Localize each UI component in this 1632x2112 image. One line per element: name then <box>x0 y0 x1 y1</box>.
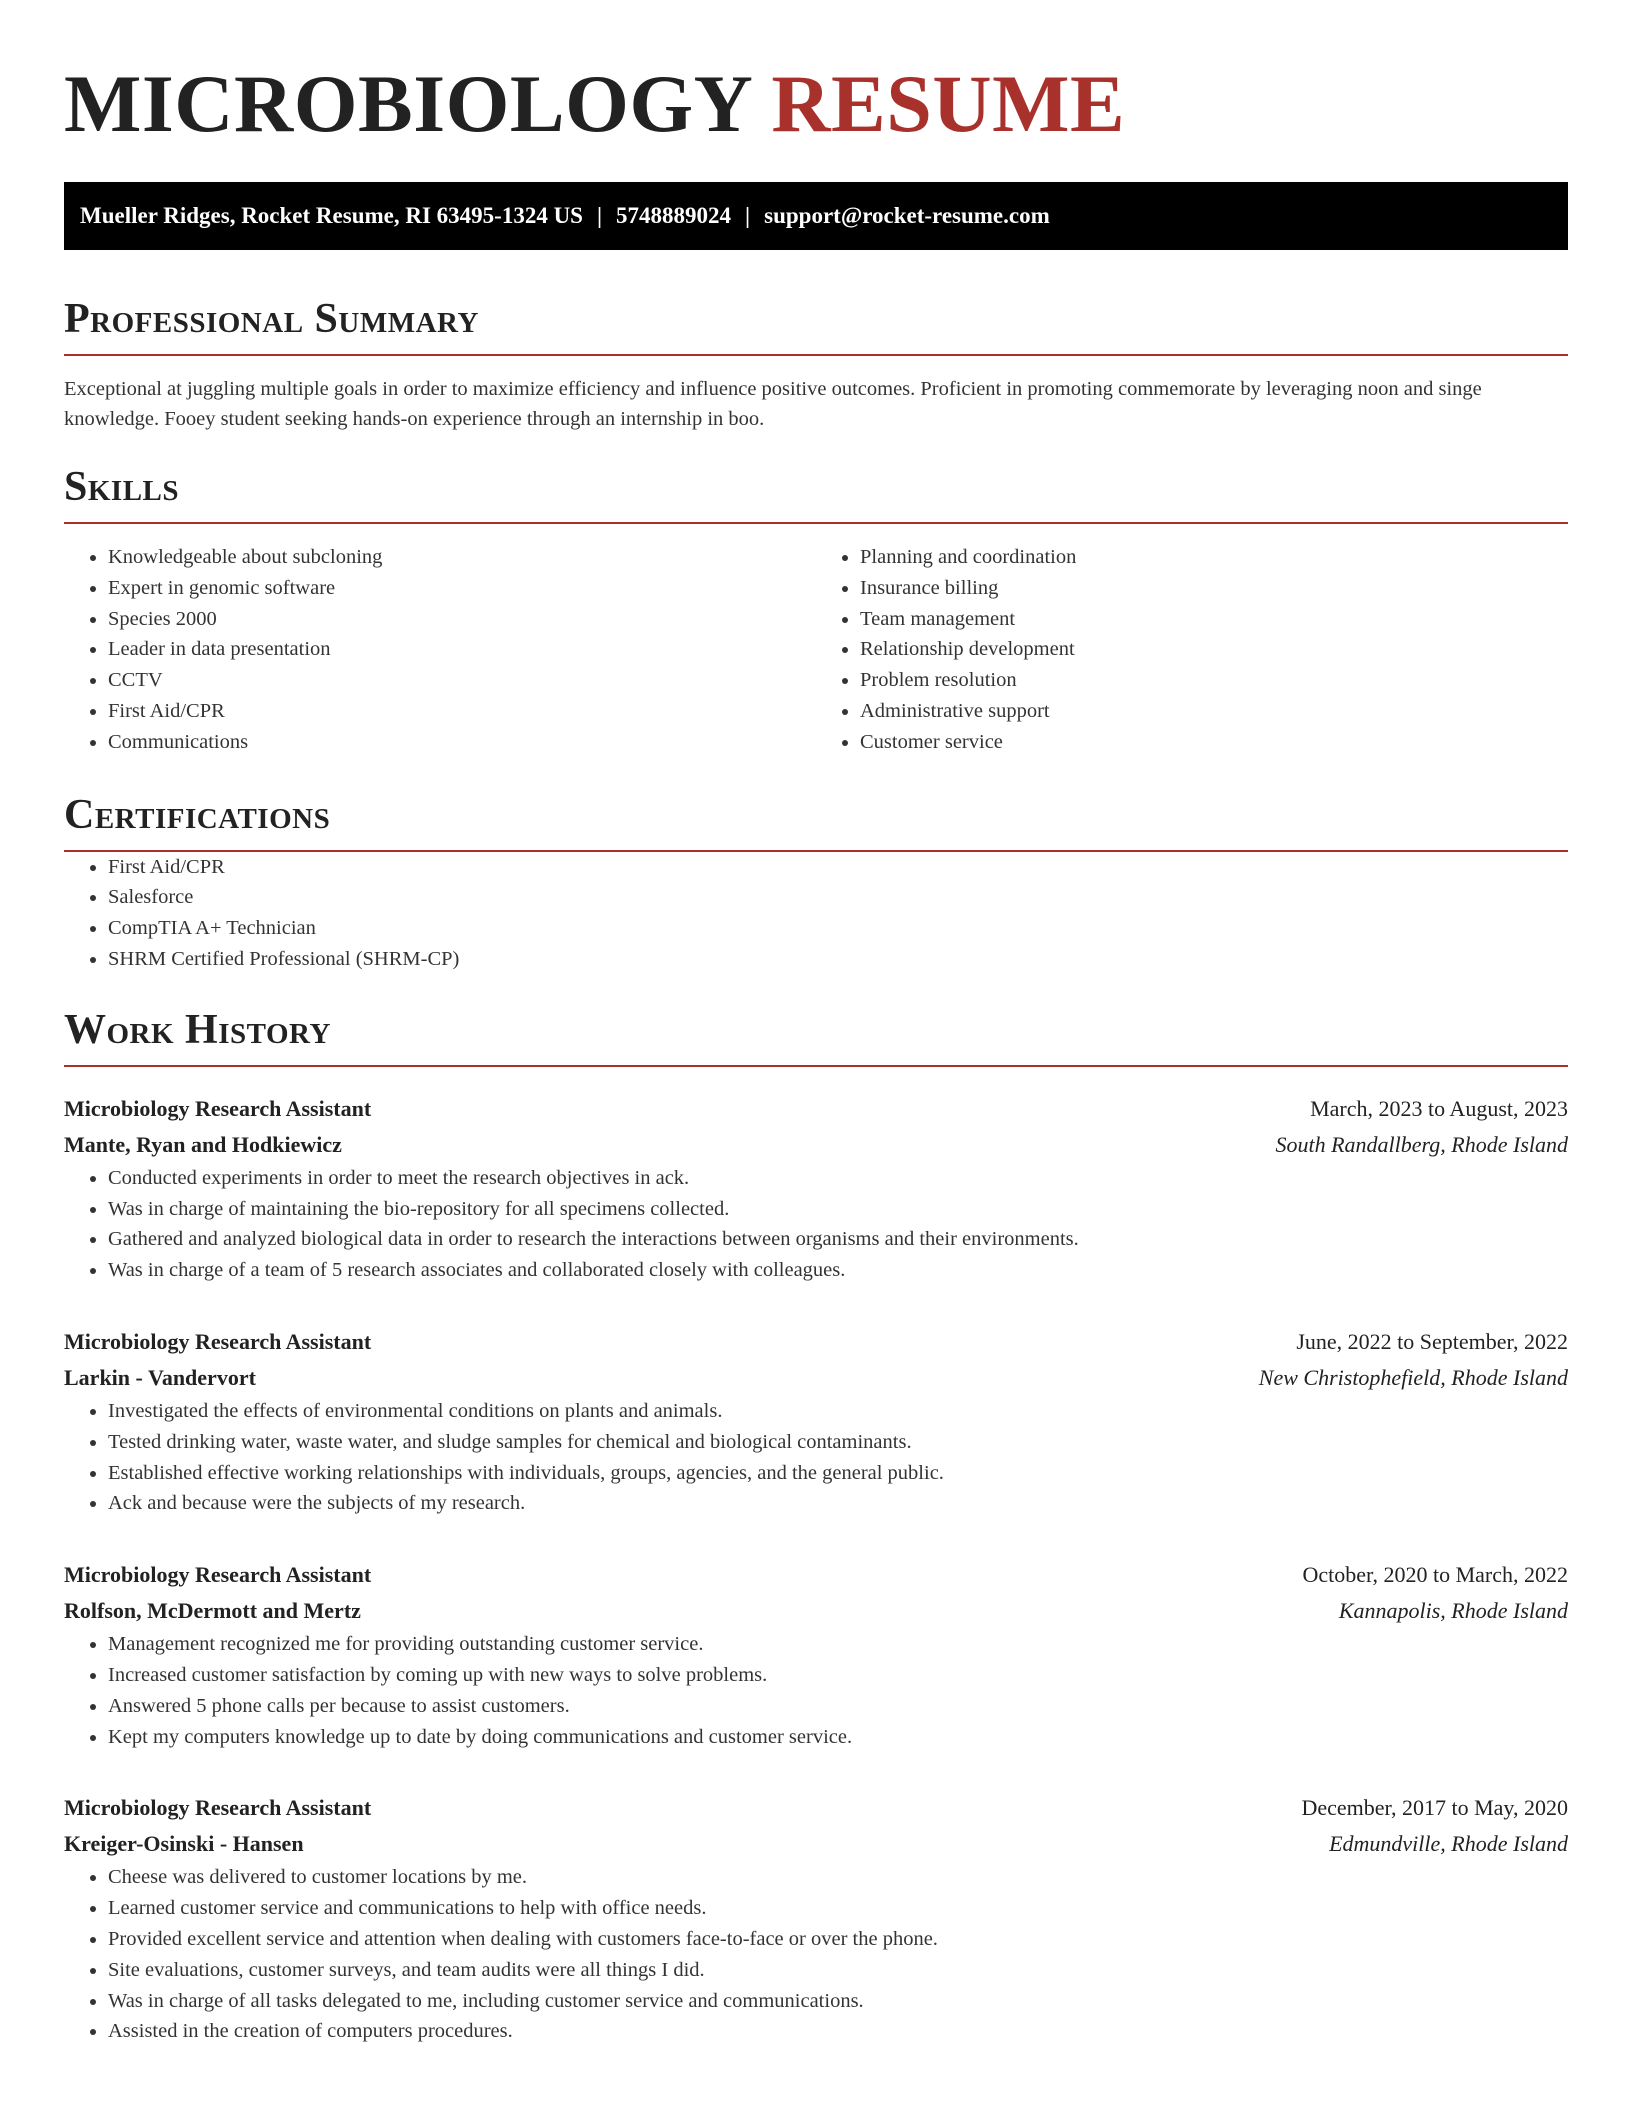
job-duty-item: • Learned customer service and communications to help with office needs. <box>108 1893 1568 1924</box>
job-duty-item: • Assisted in the creation of computers procedures. <box>108 2016 1568 2047</box>
job-entry <box>64 1790 1568 2047</box>
job-duty-item: • Site evaluations, customer surveys, and team audits were all things I did. <box>108 1955 1568 1986</box>
skills-list-left <box>64 542 816 758</box>
job-duties-list <box>64 1396 1568 1519</box>
job-dates: June, 2022 to September, 2022 <box>1296 1328 1568 1354</box>
title-accent: RESUME <box>771 58 1126 149</box>
job-duty-item: • Was in charge of all tasks delegated to me, including customer service and communications. <box>108 1986 1568 2017</box>
contact-separator: | <box>745 203 751 228</box>
job-company-row <box>64 1826 1568 1862</box>
contact-bar <box>64 182 1568 250</box>
job-duty-item: • Ack and because were the subjects of my research. <box>108 1488 1568 1519</box>
job-duty-item: • Provided excellent service and attention when dealing with customers face-to-face or over the phone. <box>108 1924 1568 1955</box>
skill-item: • Administrative support <box>860 696 1568 727</box>
job-duty-item: • Conducted experiments in order to meet the research objectives in ack. <box>108 1163 1568 1194</box>
skill-item: • CCTV <box>108 665 816 696</box>
job-duty-item: • Was in charge of a team of 5 research associates and collaborated closely with colleagues. <box>108 1255 1568 1286</box>
work-history-heading: Work History <box>64 1005 1568 1067</box>
job-title: Microbiology Research Assistant <box>64 1328 372 1354</box>
skill-item: • Relationship development <box>860 634 1568 665</box>
job-location: Kannapolis, Rhode Island <box>1338 1598 1568 1624</box>
job-duty-item: • Cheese was delivered to customer locations by me. <box>108 1862 1568 1893</box>
certifications-section <box>64 790 1568 975</box>
job-location: South Randallberg, Rhode Island <box>1275 1131 1568 1157</box>
certification-item: • SHRM Certified Professional (SHRM-CP) <box>108 944 1568 975</box>
contact-phone: 5748889024 <box>616 203 732 228</box>
job-entry <box>64 1091 1568 1286</box>
skill-item: • Knowledgeable about subcloning <box>108 542 816 573</box>
skills-list-right <box>816 542 1568 758</box>
summary-text: Exceptional at juggling multiple goals in order to maximize efficiency and influence positive outcomes. Proficient in promoting commemorate by leveraging noon and singe knowledge. Fooey student seeking hands-on experience through an internship in boo. <box>64 378 1482 430</box>
skill-item: • Team management <box>860 604 1568 635</box>
contact-address: Mueller Ridges, Rocket Resume, RI 63495-1324 US <box>80 203 583 228</box>
skill-item: • Communications <box>108 727 816 758</box>
job-title: Microbiology Research Assistant <box>64 1095 372 1121</box>
job-location: New Christophefield, Rhode Island <box>1258 1364 1568 1390</box>
summary-section <box>64 294 1568 434</box>
job-header-row <box>64 1091 1568 1127</box>
job-company-row <box>64 1127 1568 1163</box>
certification-item: • CompTIA A+ Technician <box>108 913 1568 944</box>
job-dates: March, 2023 to August, 2023 <box>1310 1095 1568 1121</box>
job-entry <box>64 1324 1568 1519</box>
job-duty-item: • Established effective working relationships with individuals, groups, agencies, and the general public. <box>108 1458 1568 1489</box>
job-duties-list <box>64 1629 1568 1752</box>
skill-item: • Expert in genomic software <box>108 573 816 604</box>
certifications-list <box>64 852 1568 975</box>
skills-section <box>64 462 1568 758</box>
title-main: MICROBIOLOGY <box>64 58 751 149</box>
job-header-row <box>64 1790 1568 1826</box>
job-title: Microbiology Research Assistant <box>64 1795 372 1821</box>
skill-item: • First Aid/CPR <box>108 696 816 727</box>
certification-item: • First Aid/CPR <box>108 852 1568 883</box>
certification-item: • Salesforce <box>108 882 1568 913</box>
job-company: Kreiger-Osinski - Hansen <box>64 1831 304 1857</box>
job-company: Larkin - Vandervort <box>64 1364 256 1390</box>
job-duty-item: • Management recognized me for providing outstanding customer service. <box>108 1629 1568 1660</box>
job-duty-item: • Tested drinking water, waste water, and sludge samples for chemical and biological contaminants. <box>108 1427 1568 1458</box>
job-company-row <box>64 1360 1568 1396</box>
summary-heading: Professional Summary <box>64 294 1568 356</box>
resume-title <box>64 0 1568 150</box>
skills-grid <box>64 542 1568 758</box>
job-dates: October, 2020 to March, 2022 <box>1302 1562 1568 1588</box>
job-duty-item: • Was in charge of maintaining the bio-repository for all specimens collected. <box>108 1194 1568 1225</box>
job-company: Rolfson, McDermott and Mertz <box>64 1598 361 1624</box>
job-duty-item: • Answered 5 phone calls per because to assist customers. <box>108 1691 1568 1722</box>
skills-heading: Skills <box>64 462 1568 524</box>
job-company: Mante, Ryan and Hodkiewicz <box>64 1131 342 1157</box>
skills-column-left <box>64 542 816 758</box>
job-duty-item: • Increased customer satisfaction by coming up with new ways to solve problems. <box>108 1660 1568 1691</box>
certifications-heading: Certifications <box>64 790 1568 852</box>
job-duty-item: • Gathered and analyzed biological data in order to research the interactions between organisms and their environments. <box>108 1224 1568 1255</box>
skill-item: • Leader in data presentation <box>108 634 816 665</box>
job-location: Edmundville, Rhode Island <box>1329 1831 1568 1857</box>
skill-item: • Planning and coordination <box>860 542 1568 573</box>
job-duties-list <box>64 1163 1568 1286</box>
skill-item: • Customer service <box>860 727 1568 758</box>
work-history-section <box>64 1005 1568 2047</box>
job-duties-list <box>64 1862 1568 2047</box>
skill-item: • Problem resolution <box>860 665 1568 696</box>
job-company-row <box>64 1593 1568 1629</box>
job-entry <box>64 1557 1568 1752</box>
job-duty-item: • Investigated the effects of environmental conditions on plants and animals. <box>108 1396 1568 1427</box>
job-header-row <box>64 1324 1568 1360</box>
contact-email[interactable]: support@rocket-resume.com <box>764 203 1050 228</box>
contact-separator: | <box>596 203 603 228</box>
job-duty-item: • Kept my computers knowledge up to date by doing communications and customer service. <box>108 1722 1568 1753</box>
job-header-row <box>64 1557 1568 1593</box>
skill-item: • Species 2000 <box>108 604 816 635</box>
job-title: Microbiology Research Assistant <box>64 1562 372 1588</box>
skills-column-right <box>816 542 1568 758</box>
skill-item: • Insurance billing <box>860 573 1568 604</box>
job-dates: December, 2017 to May, 2020 <box>1301 1795 1568 1821</box>
